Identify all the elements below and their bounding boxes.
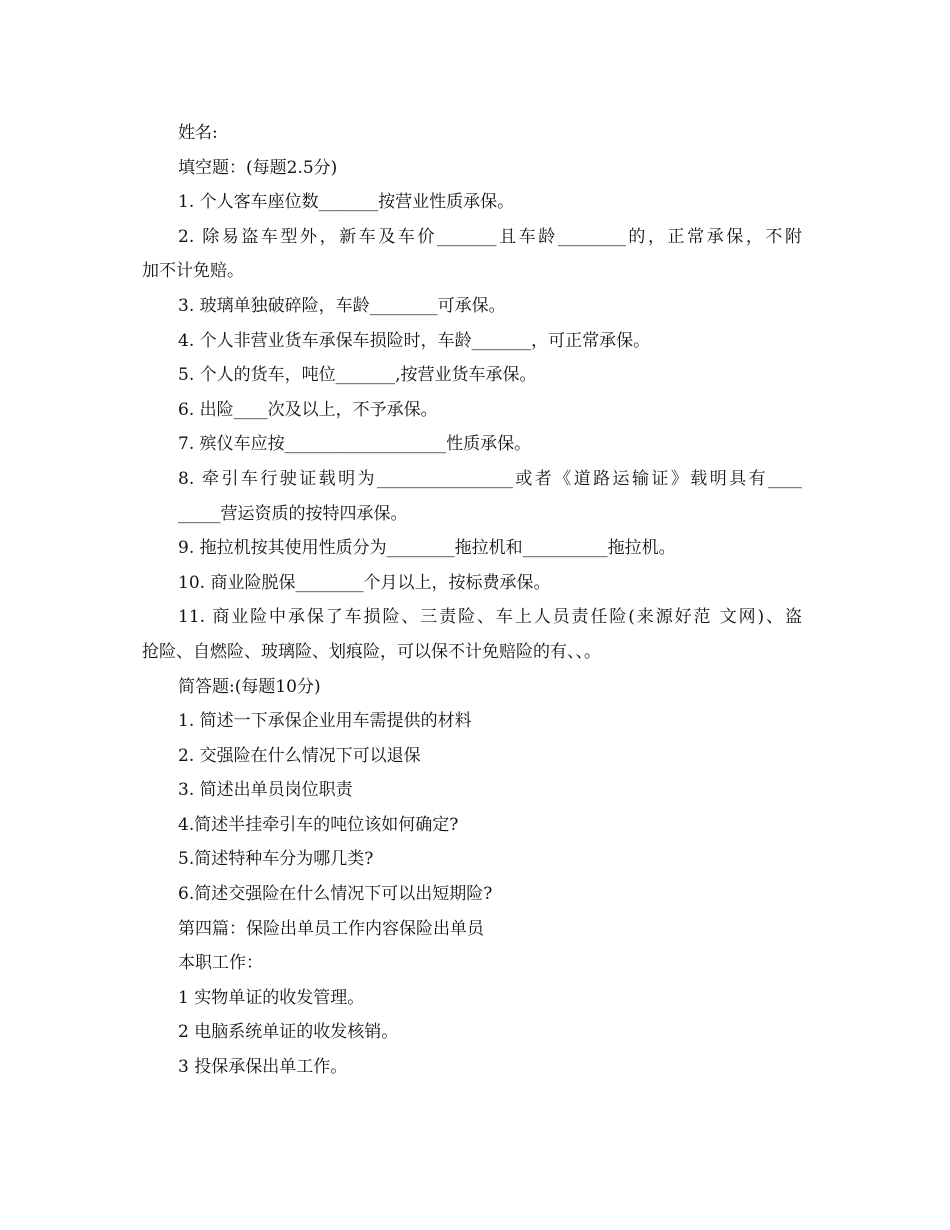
question-line: 5.简述特种车分为哪几类? xyxy=(178,849,374,870)
question-line: 1. 个人客车座位数_______按营业性质承保。 xyxy=(178,192,515,213)
question-line: 8. 牵引车行驶证载明为________________或者《道路运输证》载明具有____ xyxy=(178,468,802,489)
question-line-continuation: _____营运资质的按特四承保。 xyxy=(178,503,408,524)
question-line: 9. 拖拉机按其使用性质分为________拖拉机和__________拖拉机。 xyxy=(178,538,676,559)
question-line: 6. 出险____次及以上，不予承保。 xyxy=(178,399,438,420)
question-line: 6.简述交强险在什么情况下可以出短期险? xyxy=(178,884,493,905)
question-line: 4.简述半挂牵引车的吨位该如何确定? xyxy=(178,814,459,835)
name-field-label: 姓名: xyxy=(178,123,218,143)
question-line: 7. 殡仪车应按___________________性质承保。 xyxy=(178,434,532,455)
question-line-continuation: 加不计免赔。 xyxy=(142,261,244,282)
duty-item: 3 投保承保出单工作。 xyxy=(178,1057,348,1078)
question-line: 2. 除易盗车型外，新车及车价_______且车龄________的，正常承保，不附 xyxy=(178,226,802,247)
question-line-continuation: 抢险、自燃险、玻璃险、划痕险，可以保不计免赔险的有、、。 xyxy=(142,641,601,662)
subsection-heading: 本职工作： xyxy=(178,953,263,974)
duty-item: 1 实物单证的收发管理。 xyxy=(178,987,365,1008)
document-body xyxy=(142,116,802,1085)
question-line: 10. 商业险脱保________个月以上，按标费承保。 xyxy=(178,572,551,593)
question-line: 3. 玻璃单独破碎险，车龄________可承保。 xyxy=(178,295,506,316)
question-line: 4. 个人非营业货车承保车损险时，车龄_______，可正常承保。 xyxy=(178,330,651,351)
question-line: 3. 简述出单员岗位职责 xyxy=(178,780,353,801)
chapter-heading: 第四篇：保险出单员工作内容保险出单员 xyxy=(178,918,484,939)
question-line: 2. 交强险在什么情况下可以退保 xyxy=(178,745,421,766)
question-line: 11. 商业险中承保了车损险、三责险、车上人员责任险(来源好范 文网)、盗 xyxy=(178,607,802,628)
question-line: 1. 简述一下承保企业用车需提供的材料 xyxy=(178,711,472,732)
section-heading-fill-blank: 填空题：(每题2.5分) xyxy=(178,157,338,178)
section-heading-short-answer: 简答题:(每题10分) xyxy=(178,676,321,697)
question-line: 5. 个人的货车，吨位_______,按营业货车承保。 xyxy=(178,365,537,386)
duty-item: 2 电脑系统单证的收发核销。 xyxy=(178,1022,399,1043)
